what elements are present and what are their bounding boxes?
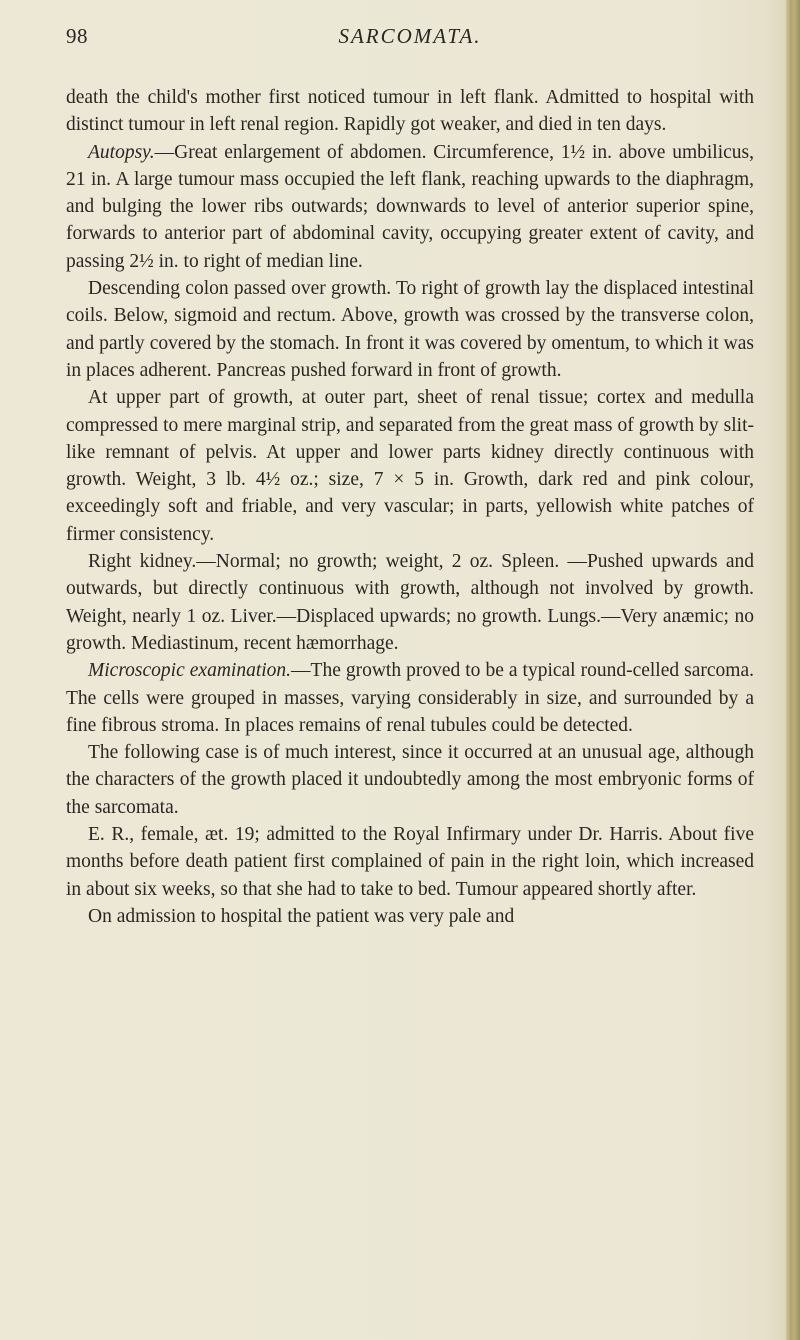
paragraph-text: Descending colon passed over growth. To right of growth lay the displaced intestinal coils. Below, sigmoid and rectum. Above, growth was crossed by the transverse colon, and partly covered by the stomach. In front it was covered by omentum, to which it was in places adherent. Pancreas pushed forward in front of growth. <box>66 278 754 381</box>
paragraph <box>66 548 754 657</box>
paragraph-text: The following case is of much interest, since it occurred at an unusual age, although the characters of the growth placed it undoubtedly among the most embryonic forms of the sarcomata. <box>66 742 754 818</box>
paragraph-text: E. R., female, æt. 19; admitted to the Royal Infirmary under Dr. Harris. About five months before death patient first complained of pain in the right loin, which increased in about six weeks, so that she had to take to bed. Tumour appeared shortly after. <box>66 824 754 900</box>
run-in-heading: Microscopic examination. <box>88 660 292 682</box>
page-header <box>66 24 754 54</box>
paragraph <box>66 84 754 139</box>
paragraph-text: —Great enlargement of abdomen. Circumference, 1½ in. above umbilicus, 21 in. A large tumour mass occupied the left flank, reaching upwards to the diaphragm, and bulging the lower ribs outwards; downwards to level of anterior superior spine, forwards to anterior part of abdominal cavity, occupying greater extent of cavity, and passing 2½ in. to right of median line. <box>66 141 754 272</box>
paragraph <box>66 139 754 275</box>
paragraph <box>66 739 754 821</box>
paragraph-text: death the child's mother first noticed tumour in left flank. Admitted to hospital with distinct tumour in left renal region. Rapidly got weaker, and died in ten days. <box>66 87 754 136</box>
running-head: SARCOMATA. <box>338 24 482 48</box>
run-in-heading: Autopsy. <box>88 141 155 163</box>
paragraph-text: At upper part of growth, at outer part, sheet of renal tissue; cortex and medulla compressed to mere marginal strip, and separated from the great mass of growth by slit-like remnant of pelvis. At upper and lower parts kidney directly continuous with growth. Weight, 3 lb. 4½ oz.; size, 7 × 5 in. Growth, dark red and pink colour, exceedingly soft and friable, and very vascular; in parts, yellowish white patches of firmer consistency. <box>66 387 754 545</box>
paragraph <box>66 821 754 903</box>
paragraph <box>66 275 754 384</box>
paragraph-text: On admission to hospital the patient was very pale and <box>88 905 515 927</box>
page-number: 98 <box>66 24 88 48</box>
paragraph <box>66 903 754 930</box>
paragraph <box>66 657 754 739</box>
paragraph-text: Right kidney.—Normal; no growth; weight, 2 oz. Spleen. —Pushed upwards and outwards, but directly continuous with growth, although not involved by growth. Weight, nearly 1 oz. Liver.—Displaced upwards; no growth. Lungs.—Very anæmic; no growth. Mediastinum, recent hæmorrhage. <box>66 551 754 654</box>
page-edge <box>786 0 800 1340</box>
body-text <box>66 84 754 930</box>
paragraph-text: —The growth proved to be a typical round-celled sarcoma. The cells were grouped in masses, varying considerably in size, and surrounded by a fine fibrous stroma. In places remains of renal tubules could be detected. <box>66 660 754 736</box>
paragraph <box>66 384 754 548</box>
